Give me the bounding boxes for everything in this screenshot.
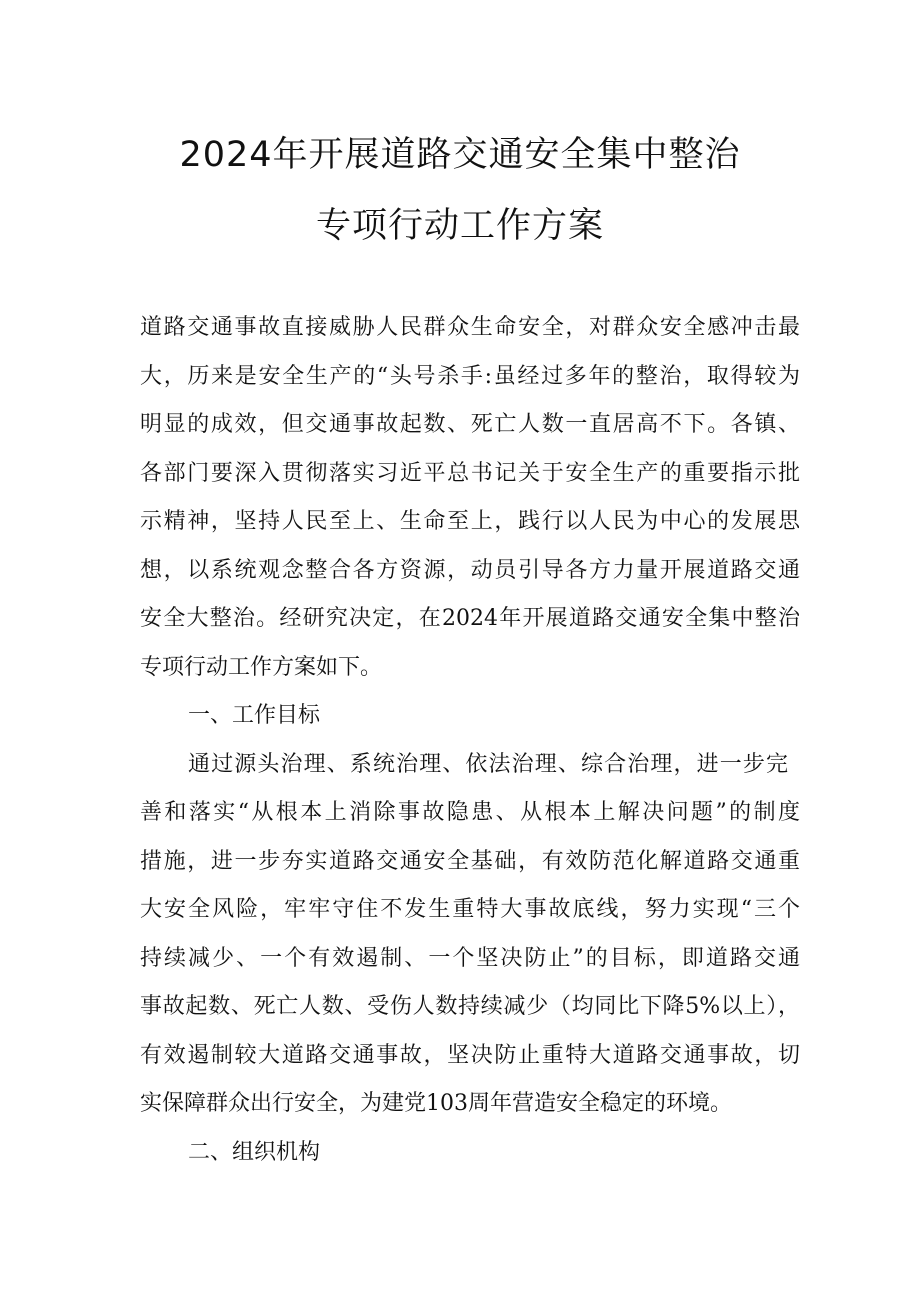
section-1-line: 大安全风险，牢牢守住不发生重特大事故底线，努力实现“三个 [140,897,800,922]
intro-line: 专项行动工作方案如下。 [140,655,383,680]
document-title-line-2: 专项行动工作方案 [315,206,604,246]
section-1-line: 事故起数、死亡人数、受伤人数持续减少（均同比下降5%以上）， [140,994,800,1019]
intro-line: 大，历来是安全生产的“头号杀手:虽经过多年的整治，取得较为 [140,364,800,389]
intro-line: 道路交通事故直接威胁人民群众生命安全，对群众安全感冲击最 [140,315,800,340]
intro-line: 安全大整治。经研究决定，在2024年开展道路交通安全集中整治 [140,606,800,631]
section-1-line: 善和落实“从根本上消除事故隐患、从根本上解决问题”的制度 [140,800,800,825]
section-1-line: 有效遏制较大道路交通事故，坚决防止重特大道路交通事故，切 [140,1043,800,1068]
section-1-line: 通过源头治理、系统治理、依法治理、综合治理，进一步完 [188,752,788,777]
intro-line: 示精神，坚持人民至上、生命至上，践行以人民为中心的发展思 [140,509,800,534]
section-1-line: 实保障群众出行安全，为建党103周年营造安全稳定的环境。 [140,1091,732,1116]
intro-line: 各部门要深入贯彻落实习近平总书记关于安全生产的重要指示批 [140,461,800,486]
section-heading-organization: 二、组织机构 [188,1140,321,1165]
section-heading-work-goals: 一、工作目标 [188,703,321,728]
intro-line: 明显的成效，但交通事故起数、死亡人数一直居高不下。各镇、 [140,412,800,437]
intro-line: 想，以系统观念整合各方资源，动员引导各方力量开展道路交通 [140,558,800,583]
document-title-line-1: 2024年开展道路交通安全集中整治 [179,135,741,175]
section-1-line: 措施，进一步夯实道路交通安全基础，有效防范化解道路交通重 [140,849,800,874]
section-1-line: 持续减少、一个有效遏制、一个坚决防止”的目标，即道路交通 [140,946,800,971]
